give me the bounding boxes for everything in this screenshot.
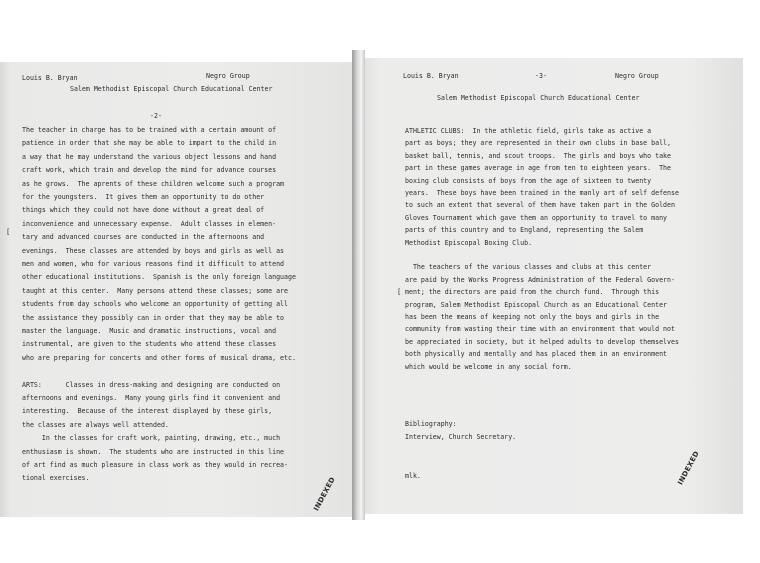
left-author: Louis B. Bryan bbox=[22, 74, 78, 82]
left-body-line: who are preparing for concerts and other forms of musical drama, etc. bbox=[22, 353, 296, 362]
left-body-line: In the classes for craft work, painting, drawing, etc., much bbox=[22, 434, 281, 443]
left-body-line: the classes are always well attended. bbox=[22, 420, 169, 429]
right-body-line: ATHLETIC CLUBS: In the athletic field, girls take as active a bbox=[405, 127, 652, 135]
left-body-line: instrumental, are given to the students who attend these classes bbox=[22, 340, 277, 349]
left-body-line: a way that he may understand the various object lessons and hand bbox=[22, 152, 277, 161]
right-body-line: both physically and mentally and has placed them in an environment bbox=[405, 350, 668, 359]
right-body-line: The teachers of the various classes and clubs at this center bbox=[405, 263, 652, 272]
left-body-line: tional exercises. bbox=[22, 474, 90, 483]
margin-bracket-mark-right: [ bbox=[397, 288, 402, 296]
book-gutter bbox=[352, 50, 365, 520]
left-body-line: evenings. These classes are attended by boys and girls as well as bbox=[22, 246, 285, 255]
left-group-label: Negro Group bbox=[206, 72, 250, 80]
right-body-line: ment; the directors are paid from the church fund. Through this bbox=[405, 288, 660, 297]
left-body-line: as he grows. The aprents of these children welcome such a program bbox=[22, 179, 285, 188]
right-body-line: has been the means of keeping not only the boys and girls in the bbox=[405, 313, 660, 321]
left-body-line: patience in order that she may be able to impart to the child in bbox=[22, 139, 277, 148]
right-page-number: -3- bbox=[535, 72, 547, 80]
right-body-line: Methodist Episcopal Boxing Club. bbox=[405, 238, 533, 247]
right-body-line: are paid by the Works Progress Administration of the Federal Govern- bbox=[405, 275, 675, 284]
right-center-title: Salem Methodist Episcopal Church Educational Center bbox=[437, 94, 640, 102]
left-body-line: men and women, who for various reasons find it difficult to attend bbox=[22, 260, 285, 268]
left-body-line: interesting. Because of the interest displayed by these girls, bbox=[22, 407, 273, 416]
right-author: Louis B. Bryan bbox=[403, 72, 459, 80]
indexed-stamp-left: INDEXED bbox=[312, 475, 337, 513]
right-body-line: part as boys; they are represented in their own clubs in base ball, bbox=[405, 139, 671, 148]
right-body-line: Gloves Tournament which gave them an opportunity to travel to many bbox=[405, 213, 668, 222]
bibliography-label: Bibliography: bbox=[405, 420, 457, 428]
left-body-line: ARTS: Classes in dress-making and designing are conducted on bbox=[22, 380, 281, 389]
right-page bbox=[365, 58, 743, 514]
right-body-line: be appreciated in society, but it helped adults to develop themselves bbox=[405, 337, 679, 346]
left-body-line: of art find as much pleasure in class work as they would in recrea- bbox=[22, 461, 288, 469]
left-body-line: for the youngsters. It gives them an opportunity to do other bbox=[22, 193, 265, 201]
left-page-number: -2- bbox=[150, 112, 162, 120]
left-body-line: afternoons and evenings. Many young girls find it convenient and bbox=[22, 394, 281, 402]
indexed-stamp-right: INDEXED bbox=[676, 449, 701, 487]
left-body-line: The teacher in charge has to be trained with a certain amount of bbox=[22, 126, 277, 134]
right-body-line: program, Salem Methodist Episcopal Church as an Educational Center bbox=[405, 300, 668, 309]
right-body-line: which would be welcome in any social form. bbox=[405, 362, 572, 371]
right-body-line: basket ball, tennis, and scout troops. The girls and boys who take bbox=[405, 151, 671, 160]
right-body-line: to such an extent that several of them have taken part in the Golden bbox=[405, 201, 675, 210]
right-group-label: Negro Group bbox=[615, 72, 659, 80]
left-body-line: taught at this center. Many persons attend these classes; some are bbox=[22, 286, 288, 295]
left-body-line: inconvenience and unnecessary expense. Adult classes in elemen- bbox=[22, 219, 277, 228]
left-center-title: Salem Methodist Episcopal Church Educational Center bbox=[70, 85, 273, 93]
right-body-line: part in these games average in age from ten to eighteen years. The bbox=[405, 164, 671, 173]
right-body-line: parts of this country and to England, representing the Salem bbox=[405, 226, 644, 235]
left-body-line: students from day schools who welcome an opportunity of getting all bbox=[22, 300, 288, 309]
left-page bbox=[0, 62, 352, 517]
right-body-line: community from wasting their time with an environment that would not bbox=[405, 325, 675, 334]
left-body-line: the assistance they possibly can in order that they may be able to bbox=[22, 313, 285, 322]
right-body-line: years. These boys have been trained in the manly art of self defense bbox=[405, 189, 679, 197]
left-body-line: other educational institutions. Spanish is the only foreign language bbox=[22, 273, 296, 282]
typist-initials: mlk. bbox=[405, 472, 421, 480]
margin-bracket-mark: [ bbox=[6, 228, 11, 236]
left-body-line: things which they could not have done without a great deal of bbox=[22, 206, 265, 215]
left-body-line: tary and advanced courses are conducted in the afternoons and bbox=[22, 233, 265, 242]
bibliography-entry: Interview, Church Secretary. bbox=[405, 433, 517, 441]
left-body-line: enthusiasm is shown. The students who are instructed in this line bbox=[22, 447, 285, 456]
left-body-line: craft work, which train and develop the mind for advance courses bbox=[22, 166, 277, 175]
left-body-line: master the language. Music and dramatic instructions, vocal and bbox=[22, 327, 277, 335]
right-body-line: boxing club consists of boys from the age of sixteen to twenty bbox=[405, 176, 652, 185]
